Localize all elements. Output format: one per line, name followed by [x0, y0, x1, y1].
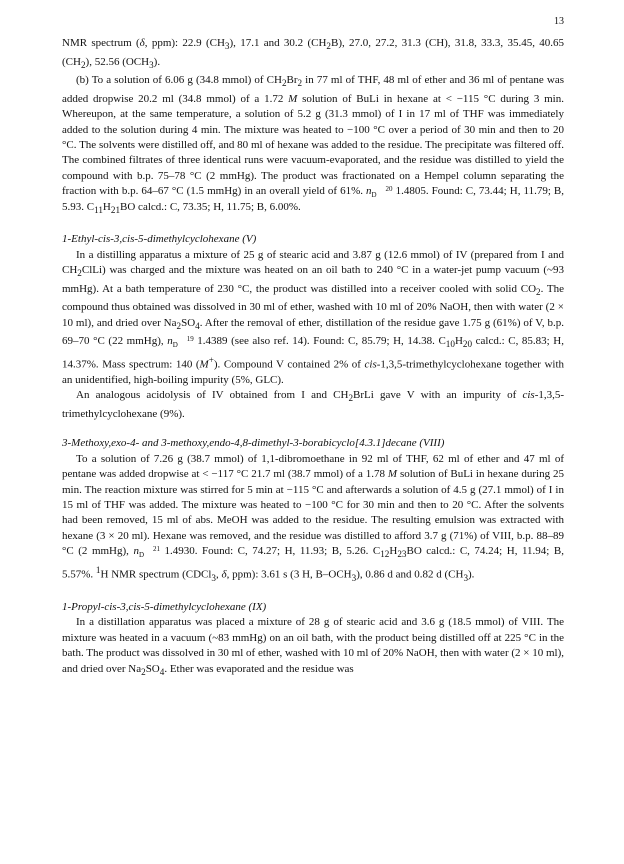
- section-heading: 3-Methoxy,exo-4- and 3-methoxy,endo-4,8-dimethyl-3-borabicyclo[4.3.1]decane (VIII): [62, 437, 445, 450]
- body-paragraph: (b) To a solution of 6.06 g (34.8 mmol) of $CH_2Br_2$ in 77 ml of THF, 48 ml of ether and 36 ml of pentane was added dropwise 20.2 ml (34.8 mmol) of a 1.72 M solution of BuLi in hexane at < −115 °C during 3 min. Whereupon, at the same temperature, a solution of 5.2 g (31.3 mmol) of I in 17 ml of THF was immediately added to the solution during 4 min. The mixture was heated to −100 °C over a period of 30 min and then to 20 °C. The solvents were distilled off, and 80 ml of hexane was added to the residue. The precipitate was filtered off. The combined filtrates of three identical runs were vacuum-evaporated, and the residue was distilled to yield the compound with b.p. 75–78 °C (2 mmHg). The product was fractionated on a Hempel column separating the fraction with b.p. 64–67 °C (1.5 mmHg) in an overall yield of 61%. n 20 D 1.4805. Found: C, 73.44; H, 11.79; B, 5.93. $C_{11}H_{21}BO$ calcd.: C, 73.35; H, 11.75; B, 6.00%.: [62, 74, 564, 215]
- body-paragraph: To a solution of 7.26 g (38.7 mmol) of 1,1-dibromoethane in 92 ml of THF, 62 ml of ether and 47 ml of pentane was added dropwise at < −117 °C 21.7 ml (38.7 mmol) of a 1.78 M solution of BuLi in hexane during 25 min. The reaction mixture was stirred for 5 min at −115 °C and afterwards a solution of 4.5 g (27.1 mmol) of I in 15 ml of THF was added. The mixture was heated to −100 °C for 30 min and then to 20 °C. After the solvents had been removed, 15 ml of abs. MeOH was added to the residue. The resulting emulsion was extracted with hexane (3 × 20 ml). Hexane was removed, and the residue was distilled to afford 3.7 g (71%) of VIII, b.p. 88–89 °C (2 mmHg), n 21 D 1.4930. Found: C, 74.27; H, 11.93; B, 5.26. $C_{12}H_{23}BO$ calcd.: C, 74.24; H, 11.94; B, 5.57%. $^1$H NMR spectrum (CDCl$_3$, δ, ppm): 3.61 s (3 H, $B-OCH_3$), 0.86 d and 0.82 d $(CH_3)$.: [62, 452, 564, 583]
- section-gap: [62, 218, 564, 232]
- body-paragraph: In a distilling apparatus a mixture of 25 g of stearic acid and 3.87 g (12.6 mmol) of IV (prepared from I and $CH_2ClLi$) was charged and the mixture was heated on an oil bath to 240 °C in a water-jet pump vacuum (~93 mmHg). At a bath temperature of 230 °C, the product was distilled into a receiver cooled with solid $CO_2$. The compound thus obtained was dissolved in 30 ml of ether, washed with 10 ml of 20% NaOH, then with water (2 × 10 ml), and dried over $Na_2SO_4$. After the removal of ether, distillation of the residue gave 1.75 g (61%) of V, b.p. 69–70 °C (22 mmHg), n 19 D 1.4389 (see also ref. 14). Found: C, 85.79; H, 14.38. $C_{10}H_{20}$ calcd.: C, 85.83; H, 14.37%. Mass spectrum: 140 (M+). Compound V contained 2% of cis-1,3,5-trimethylcyclohexane together with an unidentified, high-boiling impurity (5%, GLC).: [62, 248, 565, 386]
- section-gap: [62, 422, 564, 436]
- section-heading: 1-Propyl-cis-3,cis-5-dimethylcyclohexane (IX): [62, 600, 267, 613]
- body-paragraph: NMR spectrum (δ, ppm): 22.9 $(CH_3)$, 17.1 and 30.2 $(CH_2B)$, 27.0, 27.2, 31.3 (CH), 31.8, 33.3, 35.45, 40.65 $(CH_2)$, 52.56 $(OCH_3)$.: [62, 37, 564, 70]
- body-paragraph: In a distillation apparatus was placed a mixture of 28 g of stearic acid and 3.6 g (18.5 mmol) of VIII. The mixture was heated in a vacuum (~83 mmHg) on an oil bath, with the product being distilled off at 225 °C in the bath. The product was dissolved in 30 ml of ether, washed with 10 ml of 20% NaOH, then with water (2 × 10 ml), and dried over $Na_2SO_4$. Ether was evaporated and the residue was: [62, 616, 564, 677]
- article-body: [62, 36, 564, 680]
- page-number: 13: [554, 16, 564, 27]
- section-heading: 1-Ethyl-cis-3,cis-5-dimethylcyclohexane (V): [62, 233, 257, 246]
- section-gap: [62, 586, 564, 600]
- body-paragraph: An analogous acidolysis of IV obtained from I and $CH_2BrLi$ gave V with an impurity of cis-1,3,5-trimethylcyclohexane (9%).: [62, 389, 565, 420]
